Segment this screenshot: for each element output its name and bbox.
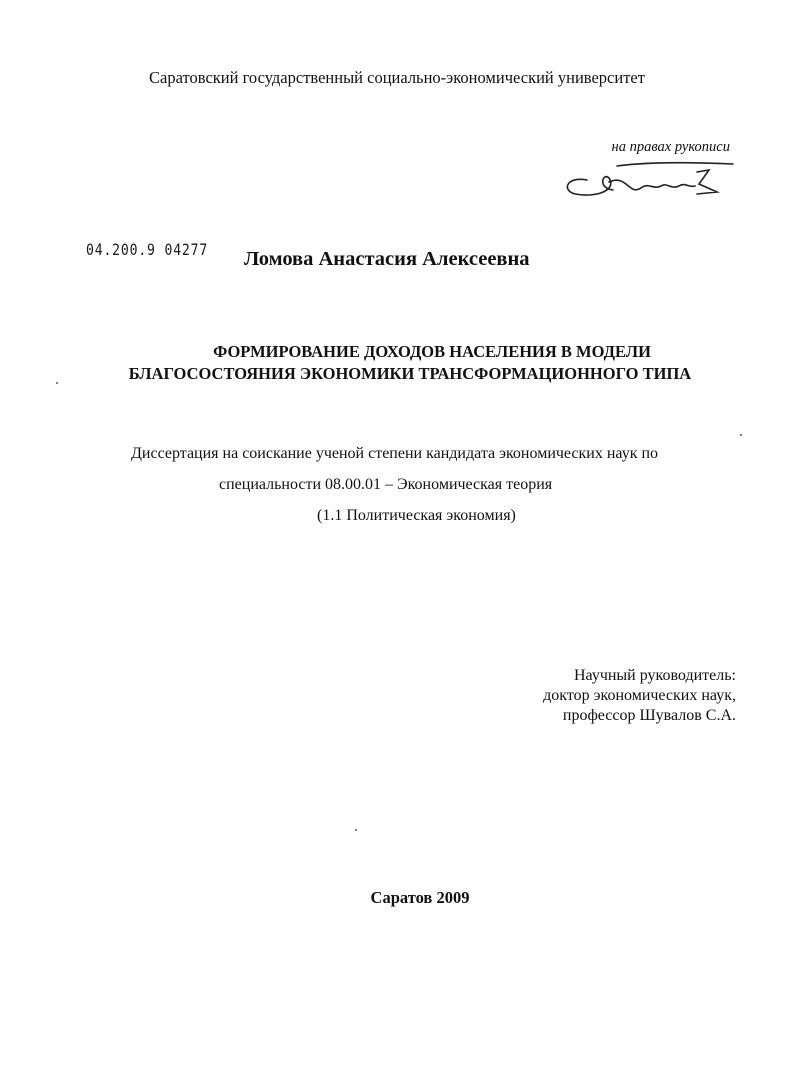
scan-speck <box>740 434 742 436</box>
archive-stamp-code: 04.200.9 04277 <box>86 240 209 259</box>
manuscript-note: на правах рукописи <box>611 139 730 155</box>
thesis-title-line-2: БЛАГОСОСТОЯНИЯ ЭКОНОМИКИ ТРАНСФОРМАЦИОННОГО ТИПА <box>128 364 692 383</box>
author-name: Ломова Анастасия Алексеевна <box>244 248 530 270</box>
advisor-label: Научный руководитель: <box>573 667 736 684</box>
city-year: Саратов 2009 <box>370 888 470 907</box>
university-name: Саратовский государственный социально-экономический университет <box>149 68 645 87</box>
degree-line-2: специальности 08.00.01 – Экономическая теория <box>219 476 553 493</box>
scan-speck <box>355 829 357 831</box>
advisor-name: профессор Шувалов С.А. <box>562 707 736 724</box>
signature <box>557 160 735 204</box>
degree-line-3: (1.1 Политическая экономия) <box>317 507 516 524</box>
thesis-title-line-1: ФОРМИРОВАНИЕ ДОХОДОВ НАСЕЛЕНИЯ В МОДЕЛИ <box>213 342 651 361</box>
degree-line-1: Диссертация на соискание ученой степени кандидата экономических наук по <box>131 445 659 462</box>
scan-speck <box>56 382 58 384</box>
advisor-degree: доктор экономических наук, <box>543 687 736 704</box>
